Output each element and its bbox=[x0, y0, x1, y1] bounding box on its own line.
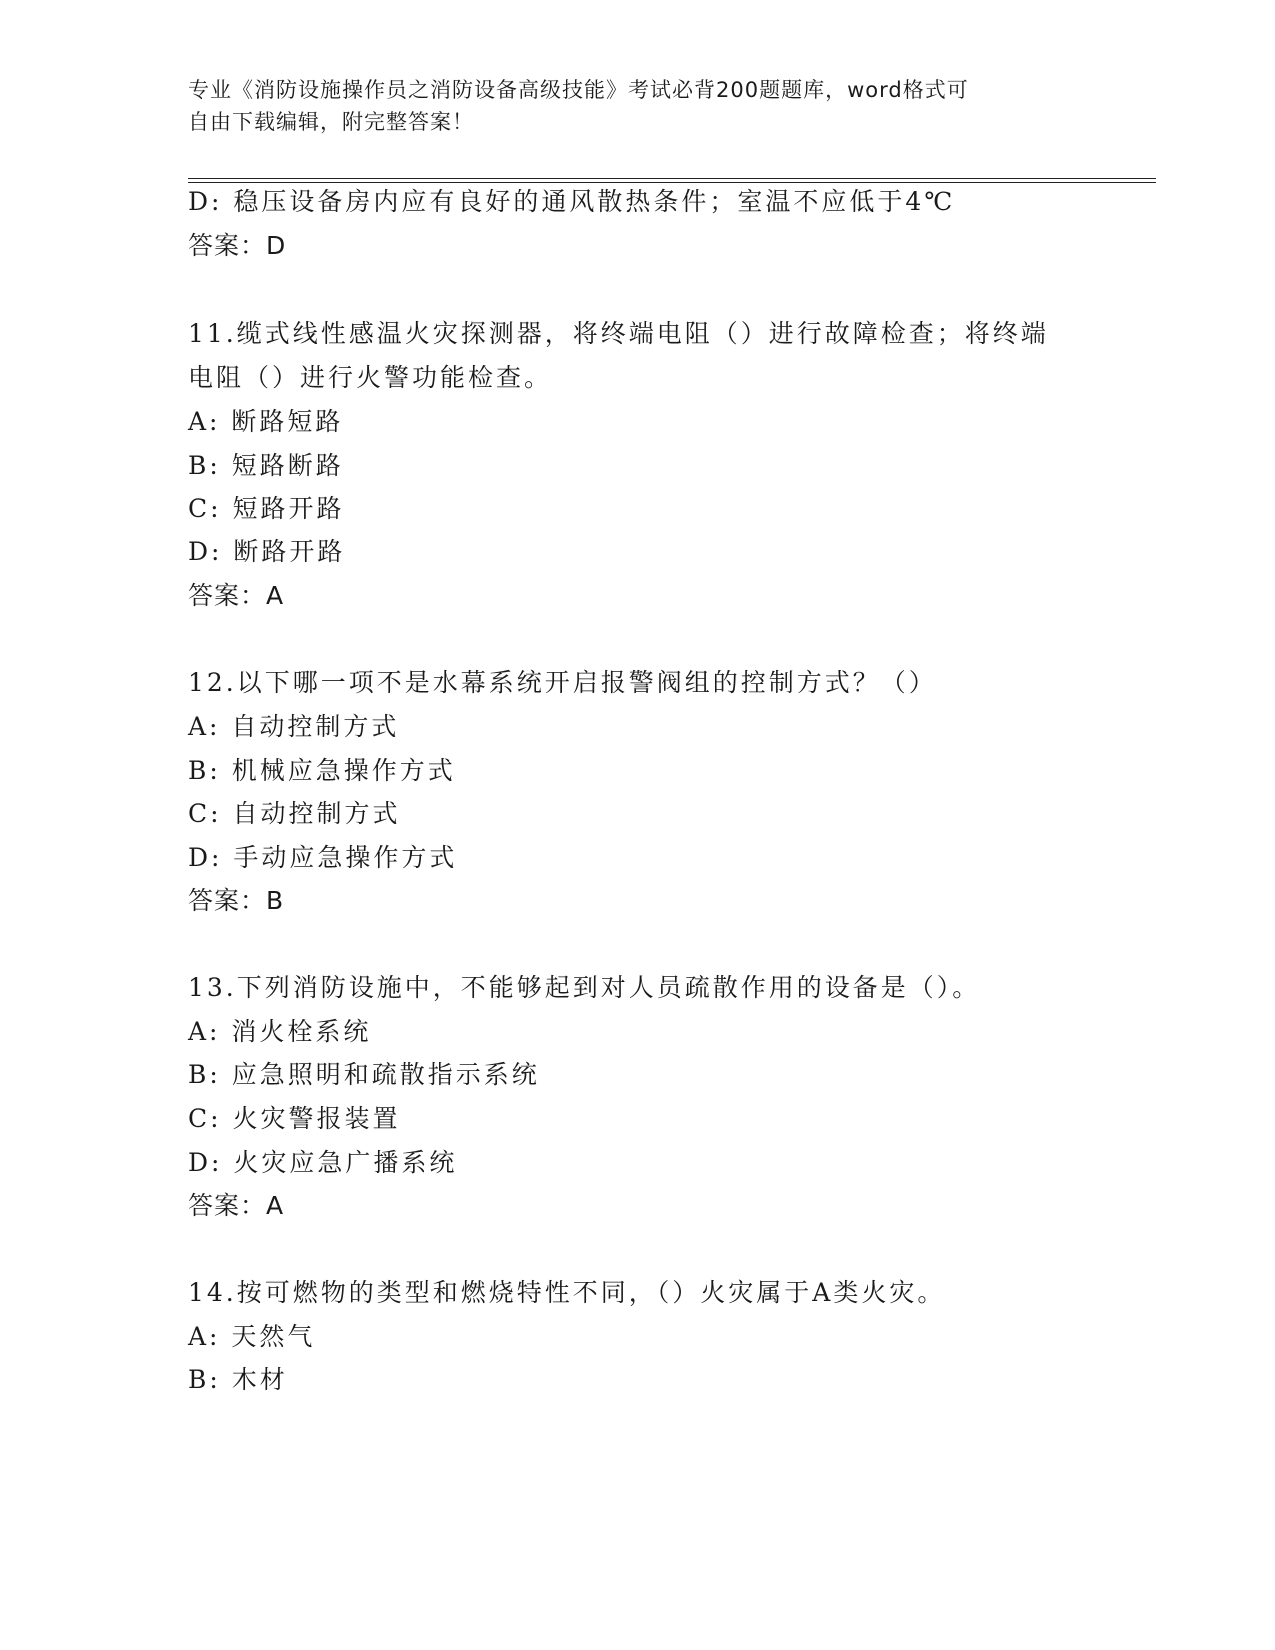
document-header bbox=[188, 74, 1088, 138]
question-12-answer: 答案：B bbox=[188, 886, 285, 915]
question-14-option-a: A: 天然气 bbox=[188, 1322, 316, 1351]
header-title-line-2: 自由下载编辑，附完整答案！ bbox=[188, 110, 474, 134]
question-12-option-b: B: 机械应急操作方式 bbox=[188, 756, 456, 785]
question-11-stem-line-2: 电阻（）进行火警功能检查。 bbox=[188, 363, 553, 392]
question-13-option-c: C: 火灾警报装置 bbox=[188, 1104, 401, 1133]
prev-question-option-d: D: 稳压设备房内应有良好的通风散热条件；室温不应低于4℃ bbox=[188, 187, 956, 216]
question-12-option-a: A: 自动控制方式 bbox=[188, 712, 400, 741]
question-11-stem-line-1: 11.缆式线性感温火灾探测器，将终端电阻（）进行故障检查；将终端 bbox=[188, 319, 1049, 348]
question-14-stem: 14.按可燃物的类型和燃烧特性不同，（）火灾属于A类火灾。 bbox=[188, 1278, 946, 1307]
question-11-option-d: D: 断路开路 bbox=[188, 537, 346, 566]
question-14-option-b: B: 木材 bbox=[188, 1365, 288, 1394]
question-13-option-d: D: 火灾应急广播系统 bbox=[188, 1148, 458, 1177]
header-divider bbox=[188, 178, 1156, 183]
question-11-answer: 答案：A bbox=[188, 581, 285, 610]
question-12-option-d: D: 手动应急操作方式 bbox=[188, 843, 458, 872]
question-13-stem: 13.下列消防设施中，不能够起到对人员疏散作用的设备是（）。 bbox=[188, 973, 981, 1002]
question-11-option-a: A: 断路短路 bbox=[188, 407, 344, 436]
question-13-answer: 答案：A bbox=[188, 1191, 285, 1220]
question-13-option-a: A: 消火栓系统 bbox=[188, 1017, 372, 1046]
question-11-option-c: C: 短路开路 bbox=[188, 494, 345, 523]
prev-question-answer: 答案：D bbox=[188, 231, 287, 260]
question-11-option-b: B: 短路断路 bbox=[188, 451, 344, 480]
question-12-option-c: C: 自动控制方式 bbox=[188, 799, 401, 828]
question-13-option-b: B: 应急照明和疏散指示系统 bbox=[188, 1060, 540, 1089]
question-12-stem: 12.以下哪一项不是水幕系统开启报警阀组的控制方式？（） bbox=[188, 668, 937, 697]
header-title-line-1: 专业《消防设施操作员之消防设备高级技能》考试必背200题题库，word格式可 bbox=[188, 78, 969, 102]
